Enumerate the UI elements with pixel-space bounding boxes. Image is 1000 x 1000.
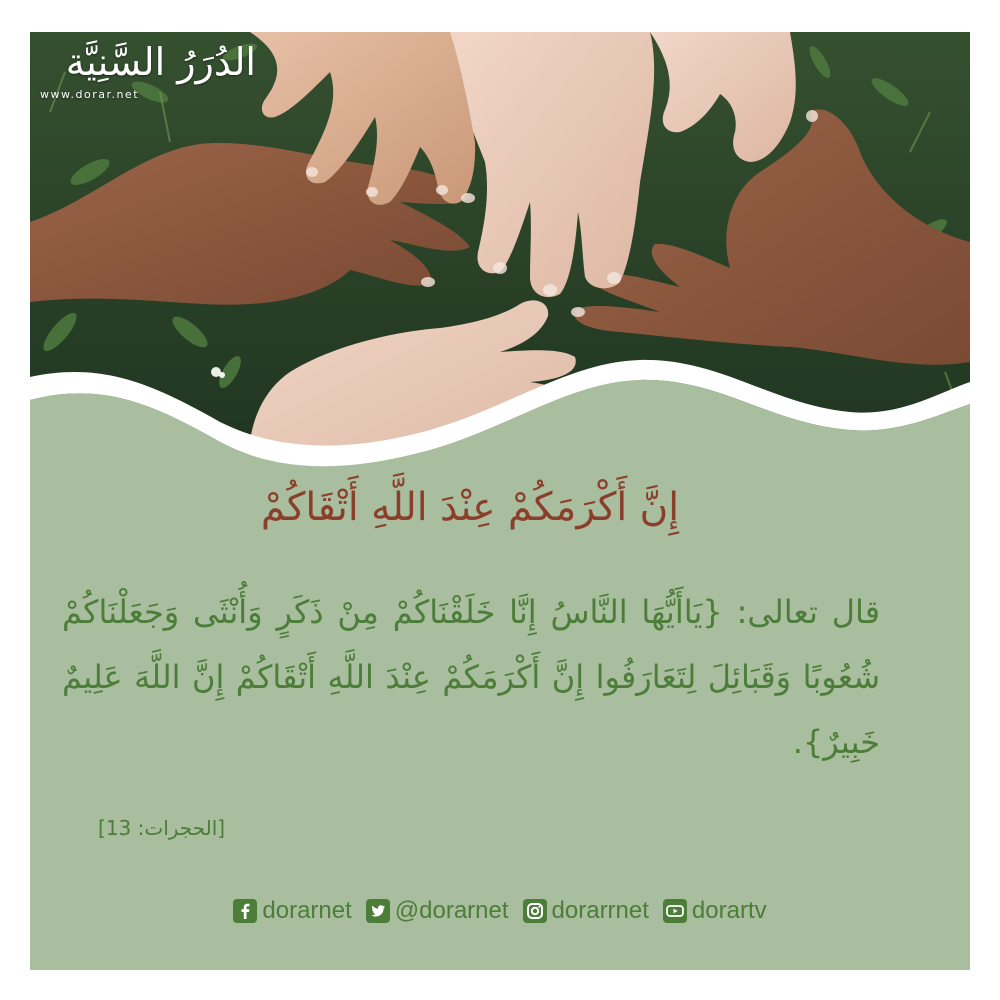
twitter-link[interactable] <box>366 896 509 926</box>
headline: إِنَّ أَكْرَمَكُمْ عِنْدَ اللَّهِ أَتْقَاكُمْ <box>260 485 680 530</box>
youtube-link[interactable] <box>663 896 767 926</box>
instagram-icon <box>523 899 547 923</box>
facebook-link[interactable] <box>233 896 351 926</box>
twitter-icon <box>366 899 390 923</box>
verse-reference: [الحجرات: 13] <box>98 816 226 840</box>
quran-verse: قال تعالى: {يَاأَيُّهَا النَّاسُ إِنَّا خَلَقْنَاكُمْ مِنْ ذَكَرٍ وَأُنْثَى وَجَعَلْنَاكُمْ شُعُوبًا وَقَبَائِلَ لِتَعَارَفُوا إِنَّ أَكْرَمَكُمْ عِنْدَ اللَّهِ أَتْقَاكُمْ إِنَّ اللَّهَ عَلِيمٌ خَبِيرٌ}. <box>62 593 880 761</box>
twitter-handle: @dorarnet <box>394 897 509 924</box>
instagram-link[interactable] <box>523 896 649 926</box>
social-links <box>0 896 1000 926</box>
youtube-icon <box>663 899 687 923</box>
dorar-logo[interactable] <box>36 38 256 108</box>
facebook-handle: dorarnet <box>262 897 352 924</box>
youtube-handle: dorartv <box>691 897 767 924</box>
instagram-handle: dorarrnet <box>551 897 649 924</box>
logo-wordmark: الدُرَرُ السَّنِيَّة <box>65 40 256 84</box>
logo-url: www.dorar.net <box>40 88 140 101</box>
facebook-icon <box>233 899 257 923</box>
